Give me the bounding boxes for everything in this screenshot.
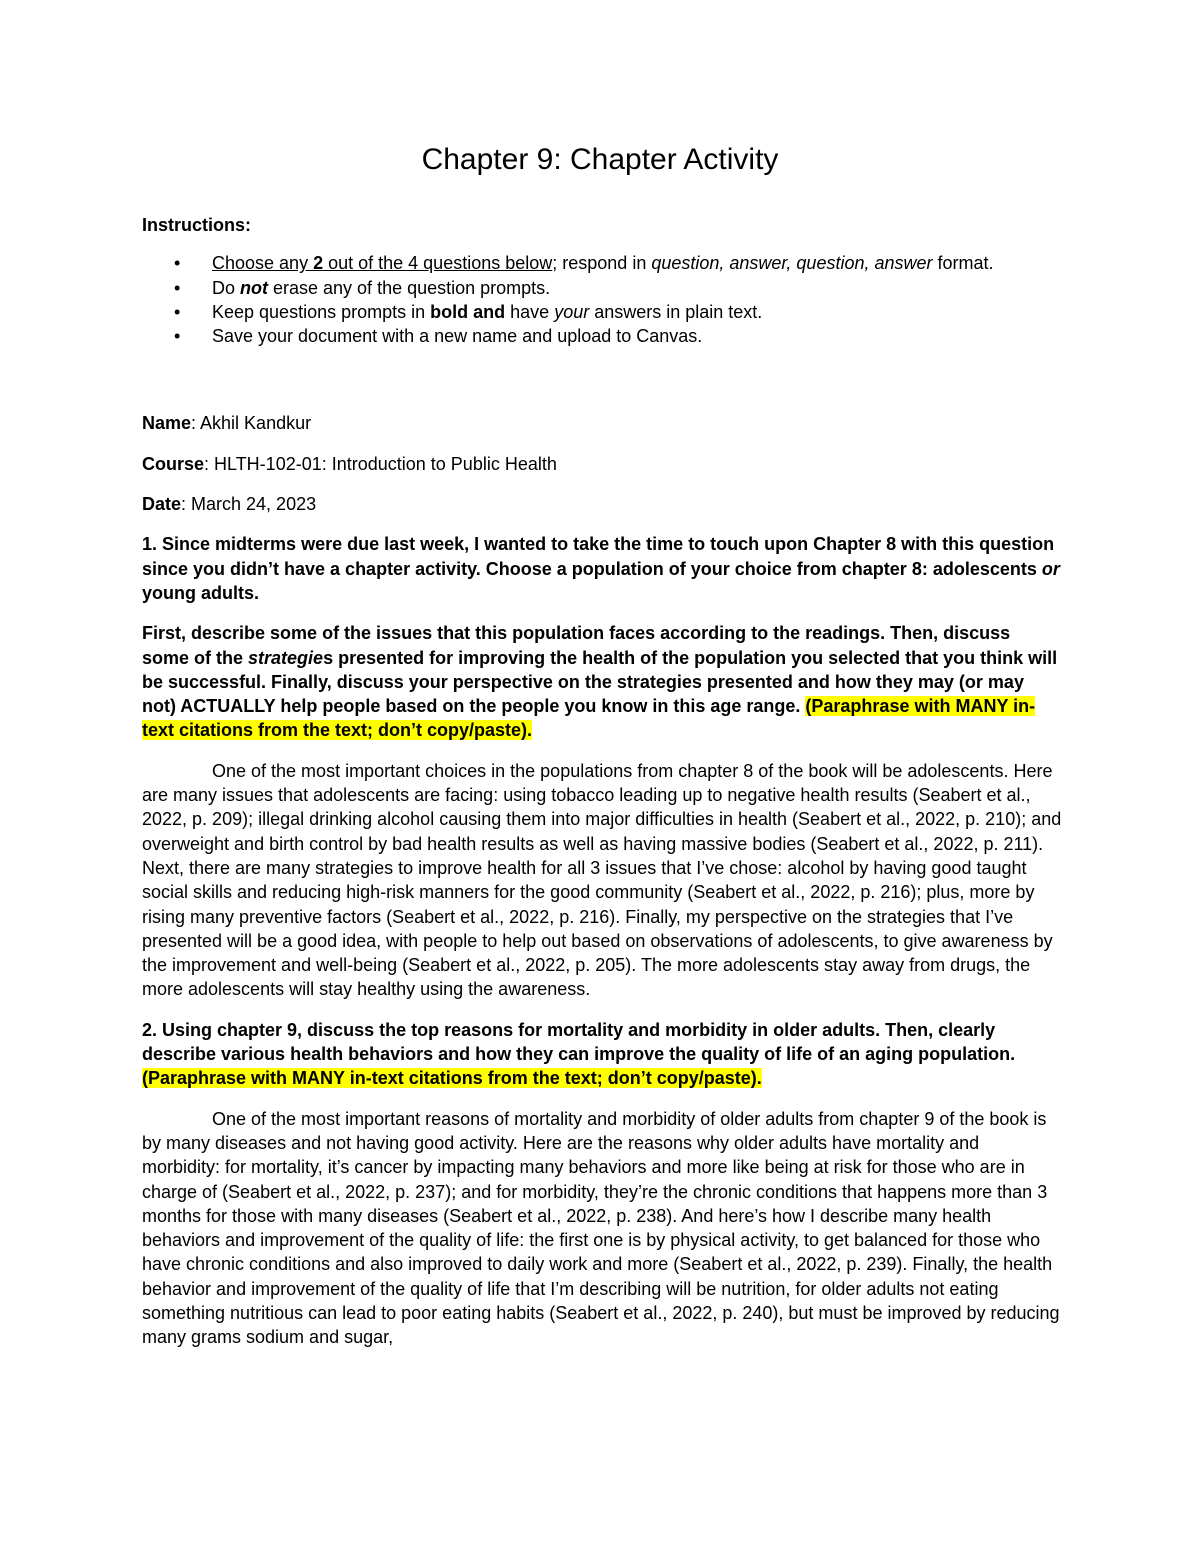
- bullet-icon: •: [174, 253, 181, 274]
- bullet-icon: •: [174, 326, 181, 347]
- list-item: • Do not erase any of the question prompts.: [142, 276, 1062, 300]
- question-1-prompt: 1. Since midterms were due last week, I wanted to take the time to touch upon Chapter 8 with this question since you didn’t have a chapter activity. Choose a population of your choice from chapter 8: adolescents or young adults.: [142, 534, 1060, 603]
- list-item: • Save your document with a new name and upload to Canvas.: [142, 324, 1062, 348]
- student-info: [142, 411, 1062, 516]
- course-line: Course: HLTH-102-01: Introduction to Public Health: [142, 453, 557, 474]
- bullet-icon: •: [174, 301, 181, 322]
- page-title: Chapter 9: Chapter Activity: [421, 143, 779, 176]
- highlighted-note: (Paraphrase with MANY in-text citations from the text; don’t copy/paste).: [142, 1068, 762, 1089]
- list-item: • Keep questions prompts in bold and have your answers in plain text.: [142, 300, 1062, 324]
- question-1-instructions: First, describe some of the issues that this population faces according to the readings. Then, discuss some of the strategies presented for improving the health of the population you selected that you think will be successful. Finally, discuss your perspective on the strategies presented and how they may (or may not) ACTUALLY help people based on the people you know in this age range. (Paraphrase with MANY in-text citations from the text; don’t copy/paste).: [142, 623, 1058, 741]
- name-line: Name: Akhil Kandkur: [142, 413, 312, 434]
- question-2-prompt: 2. Using chapter 9, discuss the top reasons for mortality and morbidity in older adults. Then, clearly describe various health behaviors and how they can improve the quality of life of an aging population. (Paraphrase with MANY in-text citations from the text; don’t copy/paste).: [142, 1019, 1016, 1089]
- instructions-list: [142, 251, 1062, 348]
- document-body: [142, 140, 1062, 1366]
- question-2-answer: One of the most important reasons of mortality and morbidity of older adults from chapter 9 of the book is by many diseases and not having good activity. Here are the reasons why older adults have mortality and morbidity: for mortality, it’s cancer by impacting many behaviors and more like being at risk for those who are in charge of (Seabert et al., 2022, p. 237); and for morbidity, they’re the chronic conditions that happens more than 3 months for those with many diseases (Seabert et al., 2022, p. 238). And here’s how I describe many health behaviors and improvement of the quality of life: the first one is by physical activity, to get balanced for those who have chronic conditions and also improved to daily work and more (Seabert et al., 2022, p. 239). Finally, the health behavior and improvement of the quality of life that I’m describing will be nutrition, for older adults not eating something nutritious can lead to poor eating habits (Seabert et al., 2022, p. 240), but must be improved by reducing many grams sodium and sugar,: [142, 1108, 1060, 1348]
- instruction-underlined-text: Choose any 2 out of the 4 questions below: [212, 253, 553, 274]
- highlighted-note: (Paraphrase with MANY in-text citations from the text; don’t copy/paste).: [142, 696, 1036, 741]
- bullet-icon: •: [174, 277, 181, 298]
- date-line: Date: March 24, 2023: [142, 494, 317, 515]
- question-1-answer: One of the most important choices in the populations from chapter 8 of the book will be adolescents. Here are many issues that adolescents are facing: using tobacco leading up to negative health results (Seabert et al., 2022, p. 209); illegal drinking alcohol causing them into major difficulties in health (Seabert et al., 2022, p. 210); and overweight and birth control by bad health results as well as having massive bodies (Seabert et al., 2022, p. 211). Next, there are many strategies to improve health for all 3 issues that I’ve chose: alcohol by having good taught social skills and reducing high-risk manners for the good community (Seabert et al., 2022, p. 216); plus, more by rising many preventive factors (Seabert et al., 2022, p. 216). Finally, my perspective on the strategies that I’ve presented will be a good idea, with people to help out based on observations of adolescents, to give awareness by the improvement and well-being (Seabert et al., 2022, p. 205). The more adolescents stay away from drugs, the more adolescents will stay healthy using the awareness.: [142, 760, 1062, 1000]
- instructions-label: Instructions:: [142, 215, 252, 235]
- list-item: • Choose any 2 out of the 4 questions below; respond in question, answer, question, answer format.: [142, 251, 1062, 275]
